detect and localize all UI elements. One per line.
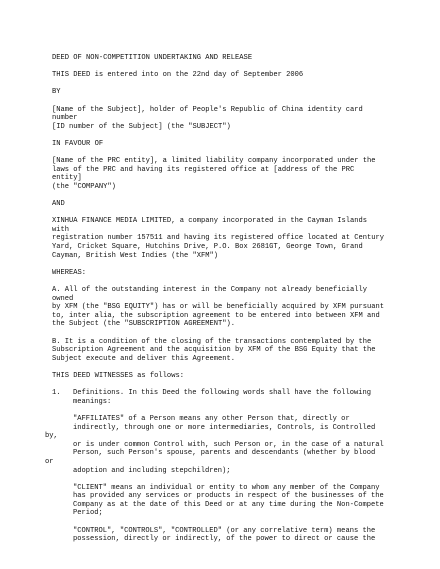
text-line: to, inter alia, the subscription agreement to be entered into between XFM and <box>52 311 380 320</box>
recital-a <box>52 286 392 329</box>
text-line: XINHUA FINANCE MEDIA LIMITED, a company incorporated in the Cayman Islands <box>52 217 368 226</box>
text-line: Subscription Agreement and the acquisition by XFM of the BSG Equity that the <box>52 346 376 355</box>
definition-control <box>52 527 392 544</box>
text-line: Person, such Person's spouse, parents and descendants (whether by blood <box>73 449 376 458</box>
text-line: [Name of the PRC entity], a limited liability company incorporated under the <box>52 157 376 166</box>
recital-b <box>52 338 392 364</box>
text-line: or <box>45 457 54 466</box>
deed-title: DEED OF NON-COMPETITION UNDERTAKING AND RELEASE <box>52 54 253 62</box>
text-line: with <box>52 225 70 234</box>
text-line: "AFFILIATES" of a Person means any other Person that, directly or <box>73 414 350 423</box>
subject-party <box>52 106 392 132</box>
definition-affiliates <box>45 414 392 475</box>
text-line: (the "COMPANY") <box>52 182 116 191</box>
text-line: Company as at the date of this Deed or at any time during the Non-Compete <box>73 500 384 509</box>
text-line: Subject execute and deliver this Agreement. <box>52 354 236 363</box>
text-line: by, <box>45 432 58 441</box>
document-body <box>45 54 392 544</box>
xfm-party <box>52 217 392 260</box>
text-line: laws of the PRC and having its registered office at [address of the PRC <box>52 165 355 174</box>
company-party <box>52 157 392 191</box>
witnesses-heading: THIS DEED WITNESSES as follows: <box>52 371 184 380</box>
clause-1 <box>52 389 392 406</box>
text-line: Yard, Cricket Square, Hutchins Drive, P.O. Box 2681GT, George Town, Grand <box>52 243 363 252</box>
by-heading: BY <box>52 88 61 97</box>
clause-number: 1. <box>52 389 61 398</box>
text-line: [Name of the Subject], holder of People's Republic of China identity card <box>52 105 363 114</box>
text-line: "CLIENT" means an individual or entity to whom any member of the Company <box>73 483 380 492</box>
text-line: registration number 157511 and having its registered office located at Century <box>52 234 385 243</box>
text-line: number <box>52 114 78 123</box>
text-line: Cayman, British West Indies (the "XFM") <box>52 251 219 260</box>
text-line: by XFM (the "BSG EQUITY") has or will be beneficially acquired by XFM pursuant <box>52 303 385 312</box>
text-line: adoption and including stepchildren); <box>73 466 231 475</box>
and-heading: AND <box>52 200 65 209</box>
text-line: has provided any services or products in respect of the businesses of the <box>73 492 384 501</box>
text-line: entity] <box>52 174 82 183</box>
text-line: indirectly, through one or more intermediaries, Controls, is Controlled <box>73 423 376 432</box>
text-line: the Subject (the "SUBSCRIPTION AGREEMENT"). <box>52 320 236 329</box>
text-line: "CONTROL", "CONTROLS", "CONTROLLED" (or any correlative term) means the <box>73 526 376 535</box>
text-line: A. All of the outstanding interest in the Company not already beneficially <box>52 286 368 295</box>
text-line: B. It is a condition of the closing of the transactions contemplated by the <box>52 337 372 346</box>
text-line: or is under common Control with, such Person or, in the case of a natural <box>73 440 384 449</box>
whereas-heading: WHEREAS: <box>52 268 87 277</box>
deed-intro: THIS DEED is entered into on the 22nd day of September 2006 <box>52 71 304 80</box>
definition-client <box>52 484 392 518</box>
text-line: meanings: <box>73 397 112 406</box>
text-line: owned <box>52 294 74 303</box>
text-line: [ID number of the Subject] (the "SUBJECT") <box>52 122 231 131</box>
text-line: Definitions. In this Deed the following words shall have the following <box>73 389 371 398</box>
text-line: possession, directly or indirectly, of the power to direct or cause the <box>73 535 376 544</box>
in-favour-heading: IN FAVOUR OF <box>52 139 104 148</box>
text-line: Period; <box>73 509 103 518</box>
